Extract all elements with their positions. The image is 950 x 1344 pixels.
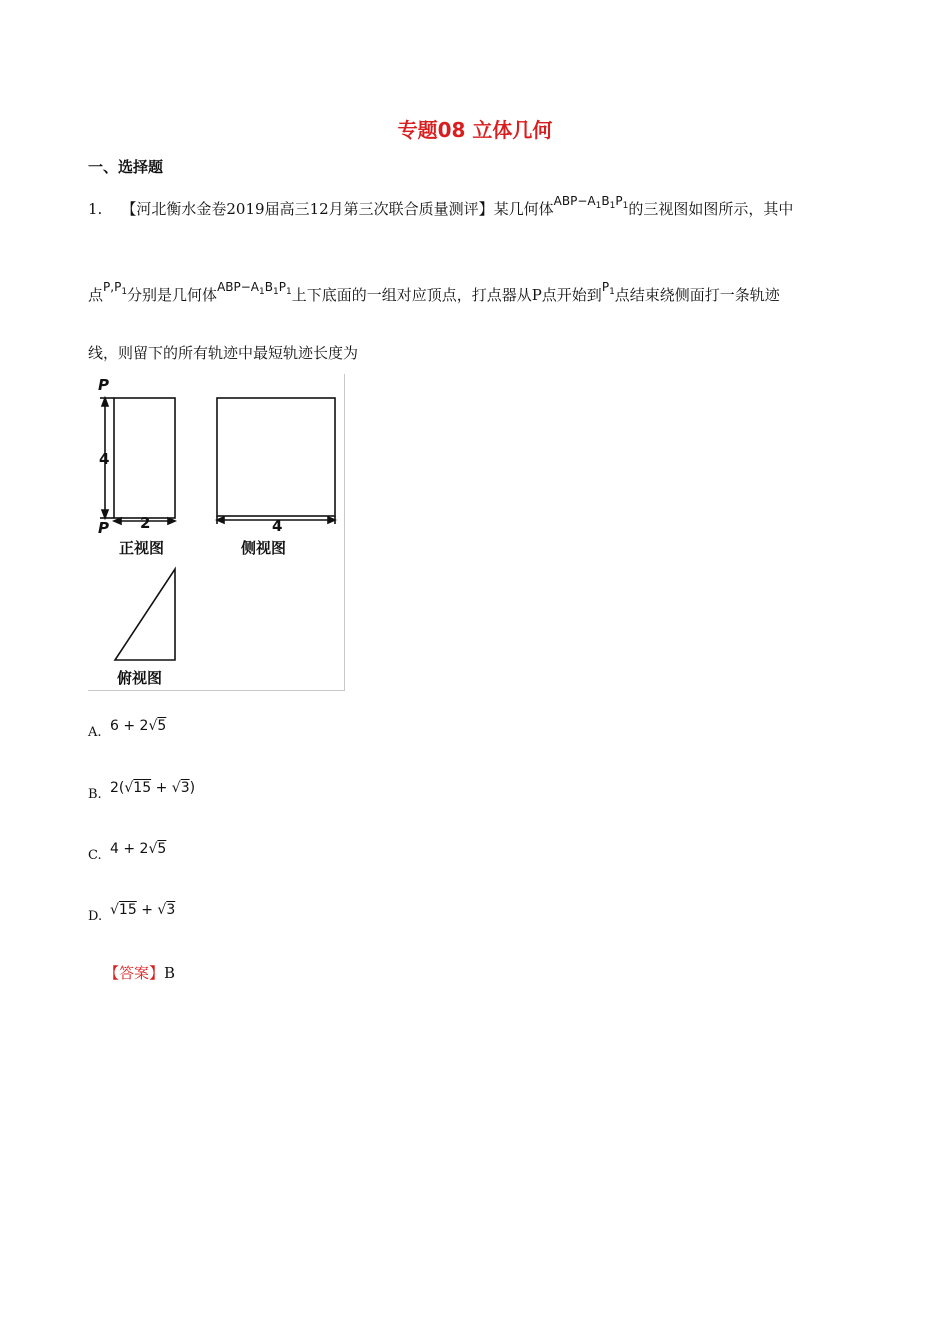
points-name: P,P1 <box>103 280 128 297</box>
option-a[interactable] <box>88 718 167 740</box>
solid-name: ABP−A1B1P1 <box>553 194 629 211</box>
question-text: 某几何体 <box>493 200 554 218</box>
question-text: 分别是几何体 <box>127 286 218 304</box>
front-view-label: 正视图 <box>119 539 165 557</box>
option-expression: 2(√15 + √3) <box>110 780 196 796</box>
answer-line <box>104 962 175 983</box>
question-text: 点 <box>88 286 104 304</box>
side-width-label: 4 <box>272 517 283 535</box>
option-d[interactable] <box>88 902 176 924</box>
solid-name: ABP−A1B1P1 <box>217 280 292 297</box>
three-view-drawing <box>88 374 344 690</box>
answer-tag: 【答案】 <box>104 964 165 982</box>
three-view-figure <box>88 374 345 691</box>
front-top-point: P <box>98 376 109 394</box>
section-heading: 一、选择题 <box>88 158 164 176</box>
end-point: P1 <box>601 280 615 297</box>
top-view-triangle <box>115 569 175 660</box>
question-text: 的三视图如图所示，其中 <box>628 200 794 218</box>
option-letter: A. <box>88 725 102 740</box>
front-view-rect <box>114 398 175 518</box>
question-text: 上下底面的一组对应顶点，打点器从P点开始到 <box>291 286 602 304</box>
page-title: 专题08 立体几何 <box>397 118 553 142</box>
option-c[interactable] <box>88 841 167 863</box>
front-width-label: 2 <box>140 514 151 532</box>
question-number: 1. <box>88 200 103 218</box>
top-view-label: 俯视图 <box>117 669 163 687</box>
question-line-1 <box>88 194 794 220</box>
question-line-2 <box>88 280 780 306</box>
option-letter: D. <box>88 909 103 924</box>
front-height-label: 4 <box>99 450 110 468</box>
question-source: 【河北衡水金卷2019届高三12月第三次联合质量测评】 <box>121 200 494 218</box>
option-b[interactable] <box>88 780 196 802</box>
option-expression: 4 + 2√5 <box>110 841 167 857</box>
answer-value: B <box>164 964 176 982</box>
front-bottom-point: P <box>98 519 109 537</box>
option-letter: C. <box>88 848 102 863</box>
option-expression: √15 + √3 <box>110 902 176 918</box>
option-expression: 6 + 2√5 <box>110 718 167 734</box>
question-text: 点结束绕侧面打一条轨迹 <box>614 286 780 304</box>
question-line-3: 线，则留下的所有轨迹中最短轨迹长度为 <box>88 344 359 362</box>
option-letter: B. <box>88 787 102 802</box>
side-view-label: 侧视图 <box>241 539 287 557</box>
side-view-rect <box>217 398 335 516</box>
